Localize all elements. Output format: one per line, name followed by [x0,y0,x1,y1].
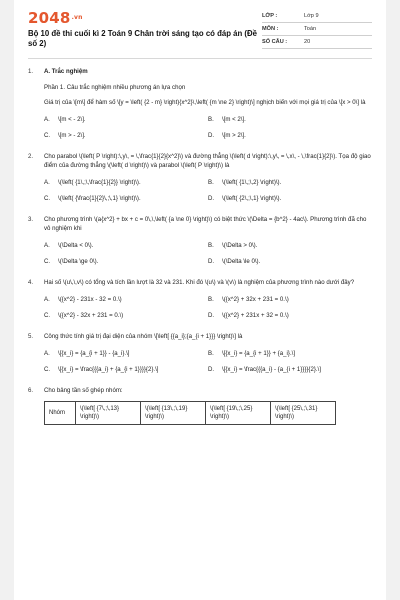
options [44,346,372,378]
question-5 [28,332,372,378]
question-6 [28,386,372,425]
page-header [28,10,372,49]
question-3 [28,215,372,270]
table-cell: \(\left[ {25\,;\,31} \right)\) [271,402,336,425]
table-cell: \(\left[ {19\,;\,25} \right)\) [206,402,271,425]
question-stem: Cho phương trình \(a{x^2} + bx + c = 0\,\,\left( {a \ne 0} \right)\) có biệt thức \(\Delta = {b^2} - 4ac\). Phương trình đã cho vô nghiệm khi [44,216,367,232]
option-b[interactable]: B. \[{x_i} = {a_{i + 1}} + {a_i}.\] [208,350,296,357]
option-c[interactable]: C. \[{x_i} = \frac{{{a_i} + {a_{i + 1}}}}{2}.\] [44,366,159,373]
option-d[interactable]: D. \(\Delta \le 0\). [208,258,261,265]
option-c[interactable]: C. \(\Delta \ge 0\). [44,258,99,265]
part-title: Phần 1. Câu trắc nghiệm nhiều phương án lựa chọn [44,84,186,91]
option-a[interactable]: A. \[m < - 2\]. [44,116,86,123]
title-block [28,10,260,49]
meta-row-class: LỚP : Lớp 9 [262,10,372,23]
option-b[interactable]: B. \[m < 2\]. [208,116,246,123]
meta-row-subject: MÔN : Toán [262,23,372,36]
option-c[interactable]: C. \(\left( {\frac{1}{2}\,;\,1} \right)\). [44,195,141,202]
option-a[interactable]: A. \[{x_i} = {a_{i + 1}} - {a_i}.\] [44,350,130,357]
table-cell: \(\left[ {7\,;\,13} \right)\) [76,402,141,425]
options [44,292,372,324]
options [44,112,372,144]
option-a[interactable]: A. \({x^2} - 231x - 32 = 0.\) [44,296,122,303]
question-stem: Cho parabol \(\left( P \right):\,y\, = \,\frac{1}{2}{x^2}\) và đường thẳng \(\left( d \right):\,y\, = \,x\, - \,\frac{1}{2}\). Tọa độ giao điểm của đường thẳng \(\left( d \right)\) và parabol \(\left( P \right)\) là [44,153,371,169]
option-a[interactable]: A. \(\left( {1\,;\,\frac{1}{2}} \right)\). [44,179,141,186]
question-number: 5. [28,333,34,340]
option-d[interactable]: D. \[{x_i} = \frac{{{a_i} - {a_{i + 1}}}}{2}.\] [208,366,321,373]
table-row [45,402,336,425]
section-title: A. Trắc nghiệm [44,68,88,75]
question-stem: Hai số \(u\,\,v\) có tổng và tích lần lượt là 32 và 231. Khi đó \(u\) và \(v\) là nghiệm của phương trình nào dưới đây? [44,279,355,286]
option-d[interactable]: D. \[m > 2\]. [208,132,246,139]
options [44,175,372,207]
question-2 [28,152,372,207]
option-b[interactable]: B. \(\left( {1\,;\,2} \right)\). [208,179,282,186]
table-header-cell: Nhóm [45,402,76,425]
frequency-table [44,401,336,425]
option-d[interactable]: D. \({x^2} + 231x + 32 = 0.\) [208,312,289,319]
question-stem: Giá trị của \[m\] để hàm số \[y = \left( {2 - m} \right){x^2}\,\left( {m \ne 2} \right)\] nghịch biến với mọi giá trị của \[x > 0\] là [44,99,366,106]
option-c[interactable]: C. \[m > - 2\]. [44,132,86,139]
question-stem: Cho bảng tần số ghép nhóm: [44,387,123,394]
question-stem: Công thức tính giá trị đại diện của nhóm \[\left[ {{a_i};{a_{i + 1}}} \right)\] là [44,333,243,340]
question-number: 1. [28,68,34,75]
option-d[interactable]: D. \(\left( {2\,;\,1} \right)\). [208,195,282,202]
option-c[interactable]: C. \({x^2} - 32x + 231 = 0.\) [44,312,124,319]
table-cell: \(\left[ {13\,;\,19} \right)\) [141,402,206,425]
option-a[interactable]: A. \(\Delta < 0\). [44,242,94,249]
header-divider [28,58,372,59]
option-b[interactable]: B. \({x^2} + 32x + 231 = 0.\) [208,296,289,303]
exam-page [14,0,386,600]
meta-row-count: SỐ CÂU : 20 [262,36,372,49]
options [44,238,372,270]
question-number: 2. [28,153,34,160]
document-title: Bộ 10 đề thi cuối kì 2 Toán 9 Chân trời sáng tạo có đáp án (Đề số 2) [28,29,257,48]
question-number: 6. [28,387,34,394]
question-4 [28,278,372,324]
question-1 [28,67,372,144]
option-b[interactable]: B. \(\Delta > 0\). [208,242,258,249]
question-number: 3. [28,216,34,223]
meta-panel [262,10,372,49]
site-logo[interactable]: $2048^{.vn}$ [28,9,83,27]
question-number: 4. [28,279,34,286]
